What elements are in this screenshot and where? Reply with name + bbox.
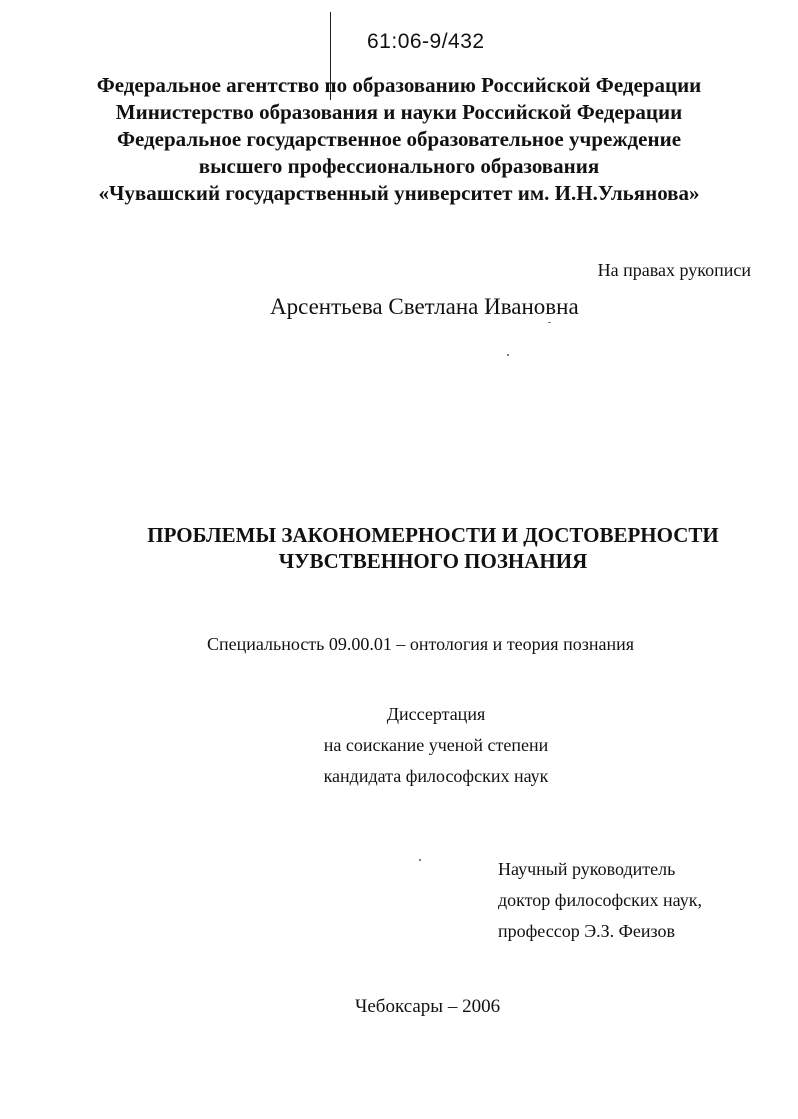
institution-line: Министерство образования и науки Российской Федерации <box>115 100 683 124</box>
institution-header <box>0 72 798 207</box>
supervisor-line: профессор Э.З. Феизов <box>498 921 675 941</box>
supervisor-block <box>498 854 702 947</box>
institution-line: высшего профессионального образования <box>198 154 600 178</box>
scan-speck <box>548 322 551 323</box>
title-line: ЧУВСТВЕННОГО ПОЗНАНИЯ <box>278 549 588 573</box>
author-name: Арсентьева Светлана Ивановна <box>270 294 579 319</box>
archive-code: 61:06-9/432 <box>367 30 485 53</box>
scan-speck <box>419 859 421 861</box>
supervisor-line: Научный руководитель <box>498 859 676 879</box>
degree-line: кандидата философских наук <box>323 766 549 786</box>
degree-line: на соискание ученой степени <box>323 735 549 755</box>
institution-line: Федеральное агентство по образованию Российской Федерации <box>96 73 702 97</box>
institution-line: «Чувашский государственный университет им. И.Н.Ульянова» <box>98 181 700 205</box>
institution-line: Федеральное государственное образовательное учреждение <box>116 127 682 151</box>
degree-block <box>300 699 572 792</box>
rights-note: На правах рукописи <box>597 260 751 280</box>
supervisor-line: доктор философских наук, <box>498 890 702 910</box>
city-year: Чебоксары – 2006 <box>355 996 501 1017</box>
degree-line: Диссертация <box>386 704 486 724</box>
scan-speck <box>507 354 509 356</box>
specialty: Специальность 09.00.01 – онтология и теория познания <box>207 634 634 654</box>
dissertation-title <box>0 522 798 574</box>
title-line: ПРОБЛЕМЫ ЗАКОНОМЕРНОСТИ И ДОСТОВЕРНОСТИ <box>147 523 719 547</box>
